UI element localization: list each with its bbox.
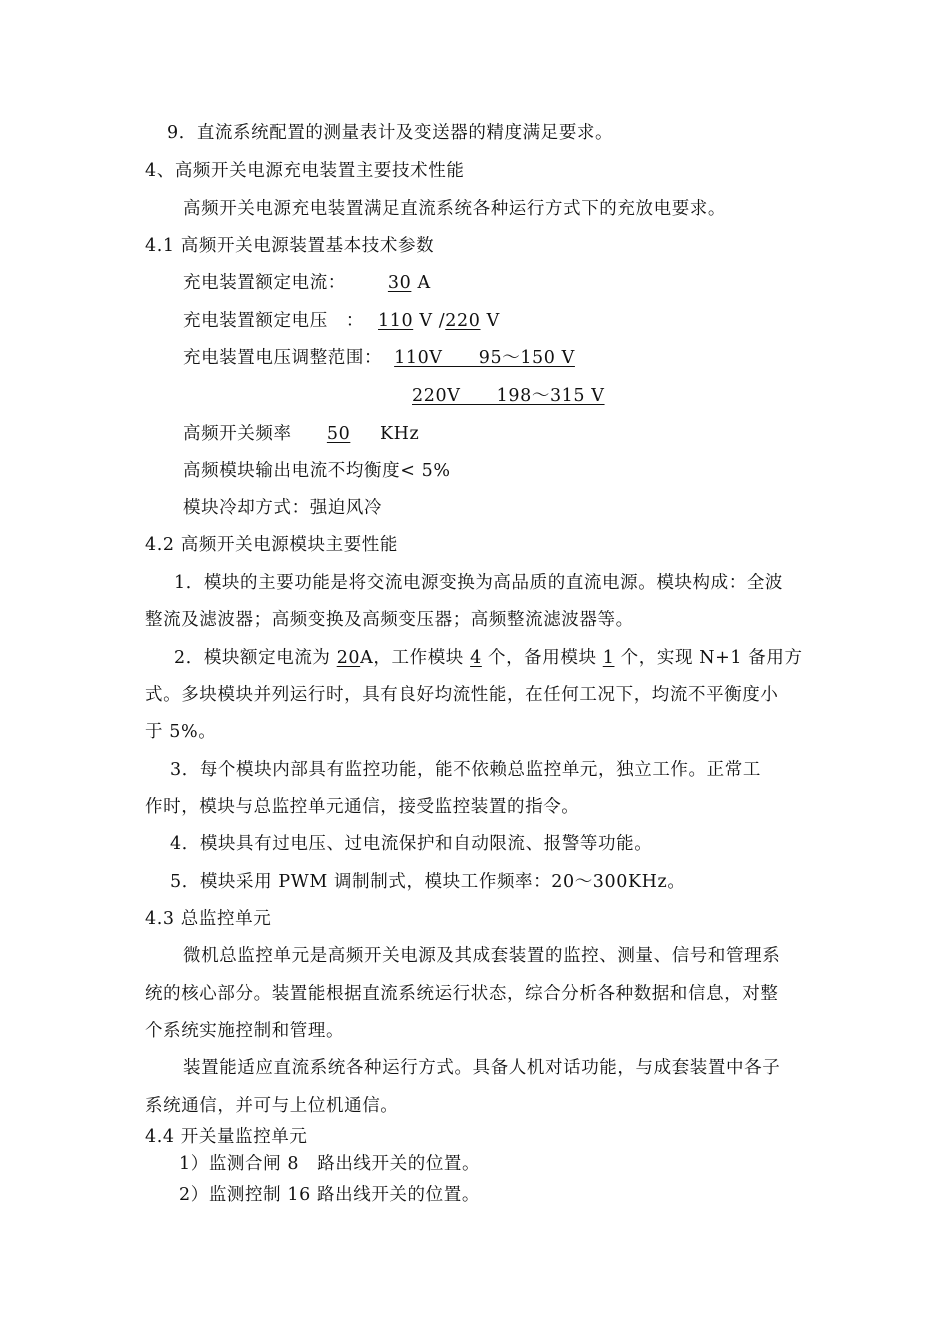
rated-voltage-line: [183, 310, 500, 332]
module-item-1-line-2: 整流及滤波器；高频变换及高频变压器；高频整流滤波器等。: [145, 610, 634, 630]
section-4-heading: 4、高频开关电源充电装置主要技术性能: [145, 161, 465, 181]
module-item-2-line-2: 式。多块模块并列运行时，具有良好均流性能，在任何工况下，均流不平衡度小: [145, 685, 779, 705]
section-4-intro: 高频开关电源充电装置满足直流系统各种运行方式下的充放电要求。: [183, 199, 726, 219]
switch-monitor-item-2: 2）监测控制 16 路出线开关的位置。: [179, 1185, 480, 1205]
module-item-2-text-4: 个，实现 N+1 备用方: [614, 648, 803, 668]
module-item-4: 4．模块具有过电压、过电流保护和自动限流、报警等功能。: [170, 834, 653, 854]
voltage-range-label: 充电装置电压调整范围：: [183, 348, 383, 368]
module-item-5: 5．模块采用 PWM 调制制式，模块工作频率：20～300KHz。: [170, 872, 686, 892]
voltage-range-row-1: 110V 95～150 V: [394, 348, 575, 368]
rated-current-value: 30: [387, 273, 412, 293]
rated-current-label: 充电装置额定电流：: [183, 273, 346, 293]
voltage-range-row-2: 220V 198～315 V: [412, 386, 605, 406]
voltage-range-line: [183, 347, 575, 369]
rated-voltage-label: 充电装置额定电压 ：: [183, 311, 364, 331]
module-item-2-text-1: 2．模块额定电流为: [174, 648, 337, 668]
monitor-para-2-line-1: 装置能适应直流系统各种运行方式。具备人机对话功能，与成套装置中各子: [183, 1058, 781, 1078]
monitor-para-1-line-3: 个系统实施控制和管理。: [145, 1021, 345, 1041]
rated-voltage-value-2: 220: [445, 311, 481, 331]
section-4-1-heading: 4.1 高频开关电源装置基本技术参数: [145, 236, 435, 256]
module-item-2-text-2: A，工作模块: [360, 648, 471, 668]
monitor-para-1-line-1: 微机总监控单元是高频开关电源及其成套装置的监控、测量、信号和管理系: [183, 946, 781, 966]
monitor-para-1-line-2: 统的核心部分。装置能根据直流系统运行状态，综合分析各种数据和信息，对整: [145, 984, 779, 1004]
module-item-2-text-3: 个，备用模块: [481, 648, 603, 668]
module-item-1-line-1: 1．模块的主要功能是将交流电源变换为高品质的直流电源。模块构成：全波: [174, 573, 784, 593]
section-4-2-heading: 4.2 高频开关电源模块主要性能: [145, 535, 398, 555]
working-module-count: 4: [470, 648, 482, 668]
switch-frequency-label: 高频开关频率: [183, 424, 292, 444]
switch-monitor-item-1: 1）监测合闸 8 路出线开关的位置。: [179, 1154, 481, 1174]
item-9: 9．直流系统配置的测量表计及变送器的精度满足要求。: [167, 123, 614, 143]
rated-current-unit: A: [417, 273, 431, 293]
module-item-2-line-1: [174, 647, 803, 669]
current-imbalance: 高频模块输出电流不均衡度< 5%: [183, 461, 451, 481]
monitor-para-2-line-2: 系统通信，并可与上位机通信。: [145, 1096, 399, 1116]
rated-current-line: [183, 272, 431, 294]
switch-frequency-value: 50: [326, 424, 351, 444]
rated-voltage-separator: V /: [419, 311, 446, 331]
voltage-range-row-2-line: [412, 385, 605, 407]
rated-voltage-unit: V: [486, 311, 500, 331]
backup-module-count: 1: [602, 648, 615, 668]
cooling-method: 模块冷却方式：强迫风冷: [183, 498, 383, 518]
switch-frequency-line: [183, 423, 419, 445]
switch-frequency-unit: KHz: [379, 424, 420, 444]
rated-voltage-value-1: 110: [378, 311, 414, 331]
section-4-3-heading: 4.3 总监控单元: [145, 909, 272, 929]
section-4-4-heading: 4.4 开关量监控单元: [145, 1127, 308, 1147]
module-item-2-line-3: 于 5%。: [145, 722, 217, 742]
module-item-3-line-2: 作时，模块与总监控单元通信，接受监控装置的指令。: [145, 797, 580, 817]
module-rated-current: 20: [336, 648, 361, 668]
module-item-3-line-1: 3．每个模块内部具有监控功能，能不依赖总监控单元，独立工作。正常工: [170, 760, 761, 780]
